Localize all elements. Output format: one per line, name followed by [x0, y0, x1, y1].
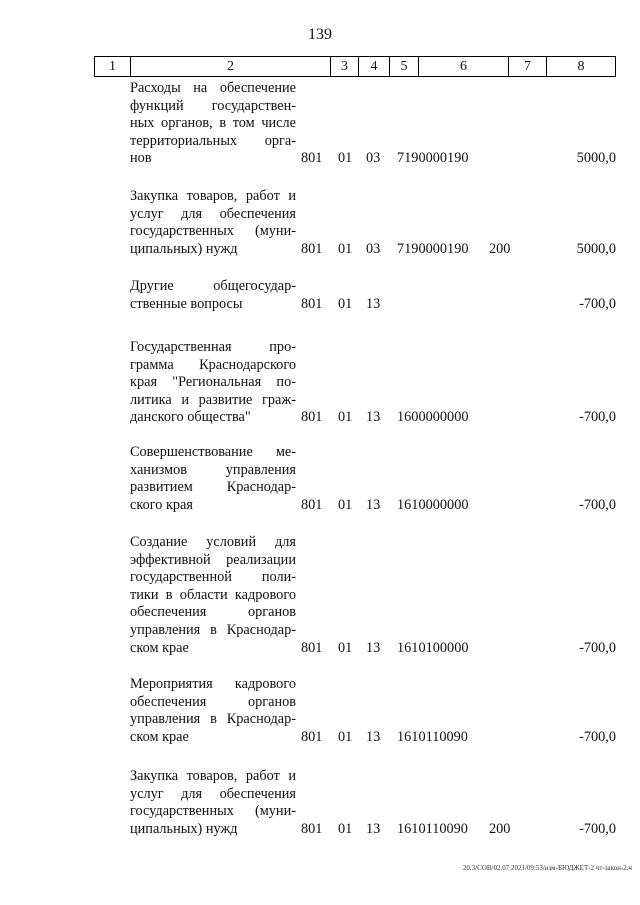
- column-header-6: 6: [419, 57, 509, 77]
- cell-col-7: 200: [489, 240, 511, 257]
- description-line: обеспечения органов: [130, 604, 296, 621]
- description-line: эффективной реализации: [130, 551, 296, 568]
- row-description: [130, 534, 296, 657]
- description-line: тики в области кадрового: [130, 586, 296, 603]
- description-line: ципальных) нужд: [130, 240, 238, 257]
- column-header-row: [95, 57, 616, 77]
- cell-col-3: 801: [301, 639, 323, 656]
- cell-col-3: 801: [301, 240, 323, 257]
- cell-col-3: 801: [301, 295, 323, 312]
- description-line: ственные вопросы: [130, 295, 243, 312]
- cell-col-4: 01: [338, 150, 353, 167]
- row-description: [130, 278, 296, 313]
- cell-col-8: -700,0: [579, 639, 616, 656]
- description-line: Государственная про-: [130, 339, 296, 355]
- cell-col-5: 13: [366, 728, 381, 745]
- description-line: государственных (муни-: [130, 803, 296, 820]
- description-line: государственных (муни-: [130, 223, 296, 240]
- column-header-8: 8: [547, 57, 616, 77]
- description-line: Другие общегосудар-: [130, 278, 296, 294]
- description-line: развитием Краснодар-: [130, 479, 296, 496]
- cell-col-6: 1600000000: [397, 409, 469, 426]
- cell-col-8: -700,0: [579, 728, 616, 745]
- column-header-7: 7: [509, 57, 547, 77]
- description-line: Закупка товаров, работ и: [130, 188, 296, 204]
- column-header-table: [94, 56, 616, 77]
- cell-col-5: 13: [366, 496, 381, 513]
- description-line: территориальных орга-: [130, 132, 296, 149]
- description-line: ского края: [130, 496, 193, 513]
- cell-col-6: 1610110090: [397, 728, 468, 745]
- row-description: [130, 676, 296, 746]
- column-header-3: 3: [331, 57, 359, 77]
- description-line: Создание условий для: [130, 534, 296, 550]
- page-number: 139: [308, 26, 332, 43]
- cell-col-8: -700,0: [579, 496, 616, 513]
- column-header-1: 1: [95, 57, 131, 77]
- cell-col-4: 01: [338, 728, 353, 745]
- cell-col-8: 5000,0: [576, 150, 616, 167]
- cell-col-5: 13: [366, 639, 381, 656]
- cell-col-6: 1610100000: [397, 639, 469, 656]
- description-line: управления в Краснодар-: [130, 711, 296, 728]
- cell-col-5: 13: [366, 820, 381, 837]
- cell-col-4: 01: [338, 295, 353, 312]
- document-footer: 20.3/СОВ/02.07.2021/09:53/изм-БЮДЖЕТ-2 чт-закон-2.ч: [462, 864, 632, 872]
- cell-col-3: 801: [301, 820, 323, 837]
- column-header-2: 2: [131, 57, 331, 77]
- cell-col-6: 1610110090: [397, 820, 468, 837]
- row-description: [130, 188, 296, 258]
- description-line: Совершенствование ме-: [130, 444, 296, 460]
- description-line: ском крае: [130, 639, 189, 656]
- cell-col-4: 01: [338, 409, 353, 426]
- row-description: [130, 339, 296, 427]
- column-header-4: 4: [359, 57, 390, 77]
- cell-col-5: 13: [366, 295, 381, 312]
- description-line: ципальных) нужд: [130, 820, 238, 837]
- cell-col-5: 03: [366, 150, 381, 167]
- description-line: Мероприятия кадрового: [130, 676, 296, 692]
- cell-col-7: 200: [489, 820, 511, 837]
- description-line: услуг для обеспечения: [130, 785, 296, 802]
- row-description: [130, 80, 296, 168]
- cell-col-6: 7190000190: [397, 150, 469, 167]
- cell-col-3: 801: [301, 150, 323, 167]
- description-line: управления в Краснодар-: [130, 621, 296, 638]
- description-line: нов: [130, 150, 152, 167]
- description-line: ных органов, в том числе: [130, 115, 296, 132]
- cell-col-4: 01: [338, 639, 353, 656]
- cell-col-4: 01: [338, 820, 353, 837]
- cell-col-8: -700,0: [579, 295, 616, 312]
- row-description: [130, 768, 296, 838]
- description-line: государственной поли-: [130, 569, 296, 586]
- description-line: ханизмов управления: [130, 461, 296, 478]
- description-line: ском крае: [130, 728, 189, 745]
- description-line: услуг для обеспечения: [130, 205, 296, 222]
- description-line: края "Региональная по-: [130, 374, 296, 391]
- cell-col-8: -700,0: [579, 820, 616, 837]
- cell-col-5: 03: [366, 240, 381, 257]
- cell-col-6: 7190000190: [397, 240, 469, 257]
- cell-col-4: 01: [338, 240, 353, 257]
- cell-col-8: 5000,0: [576, 240, 616, 257]
- description-line: грамма Краснодарского: [130, 356, 296, 373]
- description-line: Закупка товаров, работ и: [130, 768, 296, 784]
- row-description: [130, 444, 296, 514]
- description-line: функций государствен-: [130, 97, 296, 114]
- cell-col-6: 1610000000: [397, 496, 469, 513]
- cell-col-4: 01: [338, 496, 353, 513]
- cell-col-3: 801: [301, 496, 323, 513]
- column-header-5: 5: [390, 57, 419, 77]
- description-line: литика и развитие граж-: [130, 391, 296, 408]
- description-line: обеспечения органов: [130, 693, 296, 710]
- description-line: данского общества": [130, 409, 251, 426]
- cell-col-8: -700,0: [579, 409, 616, 426]
- cell-col-3: 801: [301, 728, 323, 745]
- cell-col-5: 13: [366, 409, 381, 426]
- cell-col-3: 801: [301, 409, 323, 426]
- description-line: Расходы на обеспечение: [130, 80, 296, 96]
